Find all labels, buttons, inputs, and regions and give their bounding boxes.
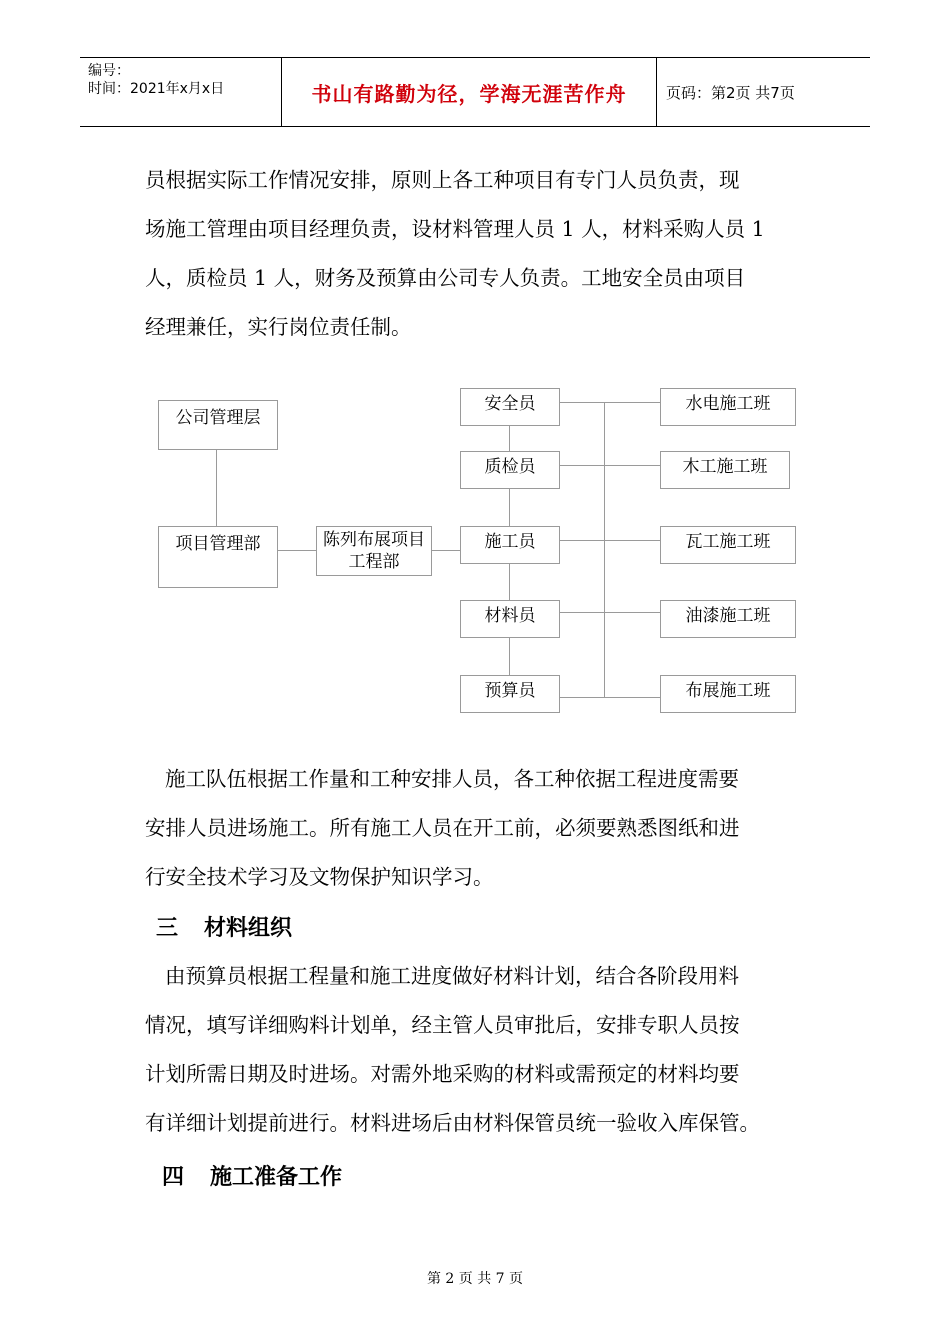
box-team-carpentry: 木工施工班 [660,451,790,489]
page-header [80,57,870,127]
header-page-number: 页码：第2页 共7页 [666,84,795,102]
connector-company-to-project [216,450,217,526]
box-exhibit-project-dept: 陈列布展项目工程部 [316,526,432,576]
section-title: 施工准备工作 [210,1164,343,1190]
text-line: 员根据实际工作情况安排，原则上各工种项目有专门人员负责，现 [145,168,740,192]
header-motto: 书山有路勤为径，学海无涯苦作舟 [281,58,657,126]
text-line: 场施工管理由项目经理负责，设材料管理人员 1 人，材料采购人员 1 [145,217,765,241]
text-line: 情况，填写详细购料计划单，经主管人员审批后，安排专职人员按 [145,1013,740,1037]
text-line: 安排人员进场施工。所有施工人员在开工前，必须要熟悉图纸和进 [145,816,740,840]
text-line: 行安全技术学习及文物保护知识学习。 [145,865,494,889]
document-number: 编号： [88,63,130,79]
connector-team-spine [604,402,605,698]
text-line: 人，质检员 1 人，财务及预算由公司专人负责。工地安全员由项目 [145,266,746,290]
box-company-management: 公司管理层 [158,400,278,450]
paragraph-materials [145,952,815,1148]
connector-link [560,697,660,698]
box-team-masonry: 瓦工施工班 [660,526,796,564]
section-title: 材料组织 [204,915,293,941]
text-line: 施工队伍根据工作量和工种安排人员，各工种依据工程进度需要 [165,767,739,791]
text-line: 计划所需日期及时进场。对需外地采购的材料或需预定的材料均要 [145,1062,740,1086]
text-line: 有详细计划提前进行。材料进场后由材料保管员统一验收入库保管。 [145,1111,760,1135]
text-line: 由预算员根据工程量和施工进度做好材料计划，结合各阶段用料 [165,964,739,988]
box-project-management: 项目管理部 [158,526,278,588]
connector-project-to-exhibit [278,550,316,551]
box-team-exhibition: 布展施工班 [660,675,796,713]
connector-link [560,540,660,541]
document-date: 时间：2021年x月x日 [88,81,225,97]
box-construction-officer: 施工员 [460,526,560,564]
box-budget-officer: 预算员 [460,675,560,713]
connector-exhibit-to-staff [432,550,460,551]
box-quality-inspector: 质检员 [460,451,560,489]
box-materials-officer: 材料员 [460,600,560,638]
section-number: 四 [162,1164,185,1190]
box-safety-officer: 安全员 [460,388,560,426]
paragraph-crew [145,755,815,902]
section-heading-preparation [162,1160,342,1191]
connector-link [560,612,660,613]
section-heading-materials [156,911,292,942]
section-number: 三 [156,915,179,941]
box-team-plumbing-electrical: 水电施工班 [660,388,796,426]
page-footer: 第 2 页 共 7 页 [426,1271,524,1287]
connector-link [560,402,660,403]
box-team-painting: 油漆施工班 [660,600,796,638]
text-line: 经理兼任，实行岗位责任制。 [145,315,412,339]
connector-link [560,465,660,466]
paragraph-staffing [145,156,815,352]
header-meta [88,62,224,98]
